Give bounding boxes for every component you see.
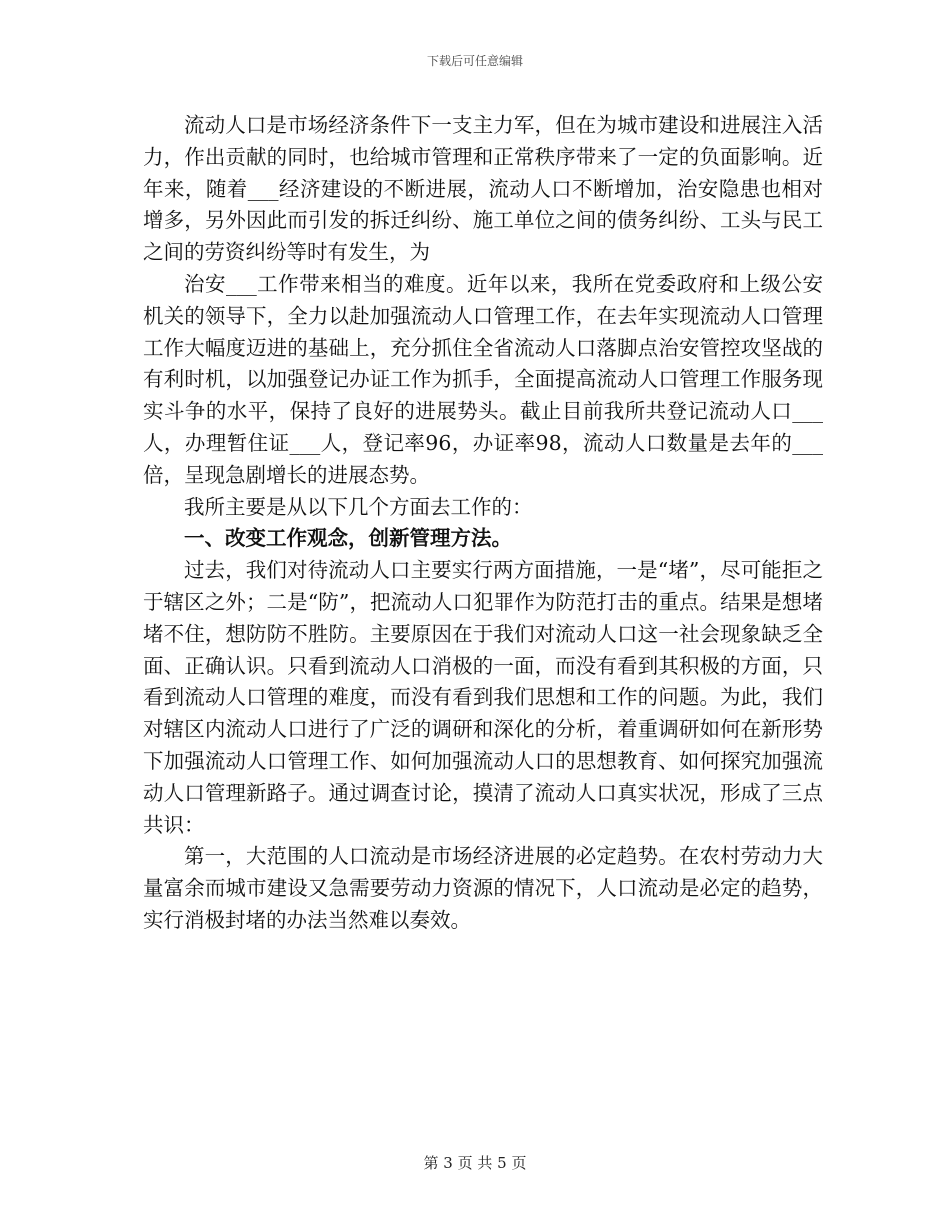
document-body [143, 110, 823, 937]
page-header-note: 下载后可任意编辑 [426, 54, 523, 68]
paragraph-1: 流动人口是市场经济条件下一支主力军，但在为城市建设和进展注入活力，作出贡献的同时，也给城市管理和正常秩序带来了一定的负面影响。近年来，随着___经济建设的不断进展，流动人口不断增加，治安隐患也相对增多，另外因此而引发的拆迁纠纷、施工单位之间的债务纠纷、工头与民工之间的劳资纠纷等时有发生，为 [143, 113, 823, 265]
paragraph-4: 过去，我们对待流动人口主要实行两方面措施，一是“堵”，尽可能拒之于辖区之外；二是“防”，把流动人口犯罪作为防范打击的重点。结果是想堵堵不住，想防防不胜防。主要原因在于我们对流动人口这一社会现象缺乏全面、正确认识。只看到流动人口消极的一面，而没有看到其积极的方面，只看到流动人口管理的难度，而没有看到我们思想和工作的问题。为此，我们对辖区内流动人口进行了广泛的调研和深化的分析，着重调研如何在新形势下加强流动人口管理工作、如何加强流动人口的思想教育、如何探究加强流动人口管理新路子。通过调查讨论，摸清了流动人口真实状况，形成了三点共识： [143, 558, 823, 837]
section-heading-1: 一、改变工作观念，创新管理方法。 [184, 526, 512, 551]
paragraph-2: 治安___工作带来相当的难度。近年以来，我所在党委政府和上级公安机关的领导下，全力以赴加强流动人口管理工作，在去年实现流动人口管理工作大幅度迈进的基础上，充分抓住全省流动人口落脚点治安管控攻坚战的有利时机，以加强登记办证工作为抓手，全面提高流动人口管理工作服务现实斗争的水平，保持了良好的进展势头。截止目前我所共登记流动人口___人，办理暂住证___人，登记率96，办证率98，流动人口数量是去年的___倍，呈现急剧增长的进展态势。 [143, 271, 823, 487]
paragraph-5: 第一，大范围的人口流动是市场经济进展的必定趋势。在农村劳动力大量富余而城市建设又急需要劳动力资源的情况下，人口流动是必定的趋势，实行消极封堵的办法当然难以奏效。 [143, 844, 823, 932]
page-number-footer: 第 3 页 共 5 页 [423, 1154, 527, 1172]
paragraph-3: 我所主要是从以下几个方面去工作的： [184, 494, 533, 519]
